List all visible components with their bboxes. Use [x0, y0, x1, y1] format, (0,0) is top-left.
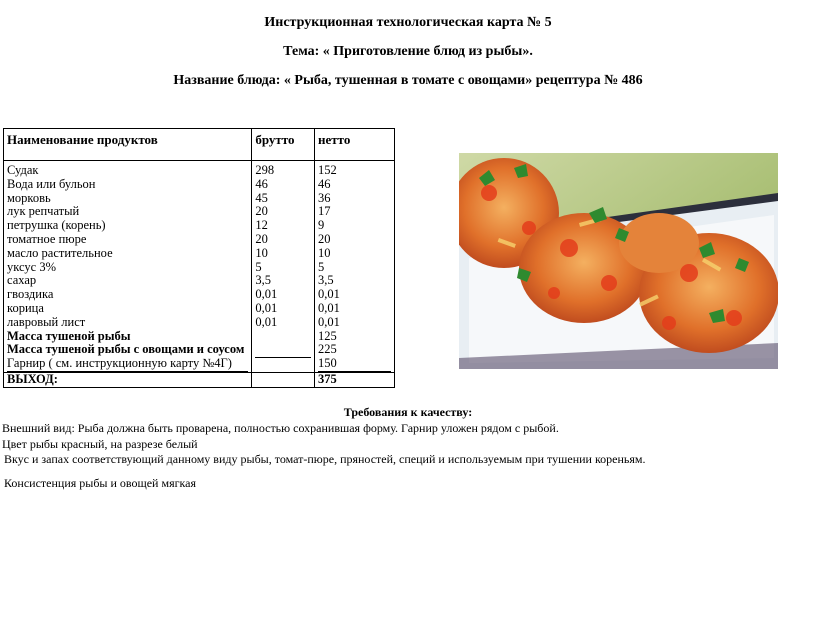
cell-name: масло растительное: [4, 247, 252, 261]
cell-gross: 5: [252, 261, 315, 275]
quality-requirements-title: Требования к качеству:: [343, 405, 473, 419]
fish-stew-illustration: [459, 153, 778, 369]
cell-gross: 12: [252, 219, 315, 233]
table-row: [4, 357, 395, 372]
cell-net: 17: [314, 205, 394, 219]
requirement-appearance: Внешний вид: Рыба должна быть проварена, полностью сохранившая форму. Гарнир уложен рядом с рыбой.: [2, 421, 559, 435]
cell-name: петрушка (корень): [4, 219, 252, 233]
header-net: нетто: [314, 129, 394, 161]
output-net: 375: [314, 372, 394, 387]
cell-net: 225: [314, 343, 394, 357]
cell-net: 152: [314, 161, 394, 178]
table-row: [4, 330, 395, 344]
cell-gross: 45: [252, 192, 315, 206]
cell-name: сахар: [4, 274, 252, 288]
cell-net: 0,01: [314, 302, 394, 316]
cell-gross: 3,5: [252, 274, 315, 288]
cell-net: 150: [314, 357, 394, 372]
cell-name: морковь: [4, 192, 252, 206]
cell-net: 36: [314, 192, 394, 206]
cell-net: 0,01: [314, 288, 394, 302]
table-row: [4, 247, 395, 261]
cell-net: 10: [314, 247, 394, 261]
table-row: [4, 316, 395, 330]
output-label: ВЫХОД:: [4, 372, 252, 387]
cell-gross: [252, 330, 315, 344]
cell-net: 46: [314, 178, 394, 192]
cell-gross: 0,01: [252, 302, 315, 316]
cell-gross: 0,01: [252, 288, 315, 302]
cell-name: Масса тушеной рыбы с овощами и соусом: [4, 343, 252, 357]
cell-gross: 298: [252, 161, 315, 178]
cell-net: 0,01: [314, 316, 394, 330]
card-title: Инструкционная технологическая карта № 5: [264, 15, 552, 30]
cell-net: 5: [314, 261, 394, 275]
table-row: [4, 288, 395, 302]
cell-name: гвоздика: [4, 288, 252, 302]
output-row: [4, 372, 395, 387]
table-row: [4, 274, 395, 288]
cell-name: корица: [4, 302, 252, 316]
table-row: [4, 161, 395, 178]
cell-net: 125: [314, 330, 394, 344]
cell-gross: 10: [252, 247, 315, 261]
table-header-row: [4, 129, 395, 161]
table-row: [4, 302, 395, 316]
cell-net: 9: [314, 219, 394, 233]
cell-gross: 46: [252, 178, 315, 192]
output-gross: [252, 372, 315, 387]
cell-name: лук репчатый: [4, 205, 252, 219]
cell-gross: 20: [252, 205, 315, 219]
cell-name: томатное пюре: [4, 233, 252, 247]
cell-gross: [252, 357, 315, 372]
table-row: [4, 219, 395, 233]
cell-name: уксус 3%: [4, 261, 252, 275]
dish-name-line: Название блюда: « Рыба, тушенная в томате с овощами» рецептура № 486: [173, 73, 643, 88]
cell-gross: 0,01: [252, 316, 315, 330]
header-product-name: Наименование продуктов: [4, 129, 252, 161]
table-row: [4, 178, 395, 192]
table-row: [4, 233, 395, 247]
cell-gross: 20: [252, 233, 315, 247]
table-row: [4, 205, 395, 219]
cell-name: Гарнир ( см. инструкционную карту №4Г): [4, 357, 252, 372]
cell-name: Судак: [4, 161, 252, 178]
cell-name: лавровый лист: [4, 316, 252, 330]
table-row: [4, 192, 395, 206]
cell-name: Вода или бульон: [4, 178, 252, 192]
cell-name: Масса тушеной рыбы: [4, 330, 252, 344]
table-row: [4, 261, 395, 275]
ingredients-table: [3, 128, 395, 388]
requirement-texture: Консистенция рыбы и овощей мягкая: [4, 476, 197, 490]
requirement-color: Цвет рыбы красный, на разрезе белый: [2, 437, 198, 451]
cell-gross: [252, 343, 315, 357]
table-body: [4, 161, 395, 373]
requirement-taste: Вкус и запах соответствующий данному виду рыбы, томат-пюре, пряностей, специй и используемым при тушении кореньям.: [4, 452, 646, 466]
topic-line: Тема: « Приготовление блюд из рыбы».: [283, 44, 533, 59]
cell-net: 20: [314, 233, 394, 247]
table-row: [4, 343, 395, 357]
cell-net: 3,5: [314, 274, 394, 288]
header-gross: брутто: [252, 129, 315, 161]
dish-photo: [459, 153, 778, 369]
